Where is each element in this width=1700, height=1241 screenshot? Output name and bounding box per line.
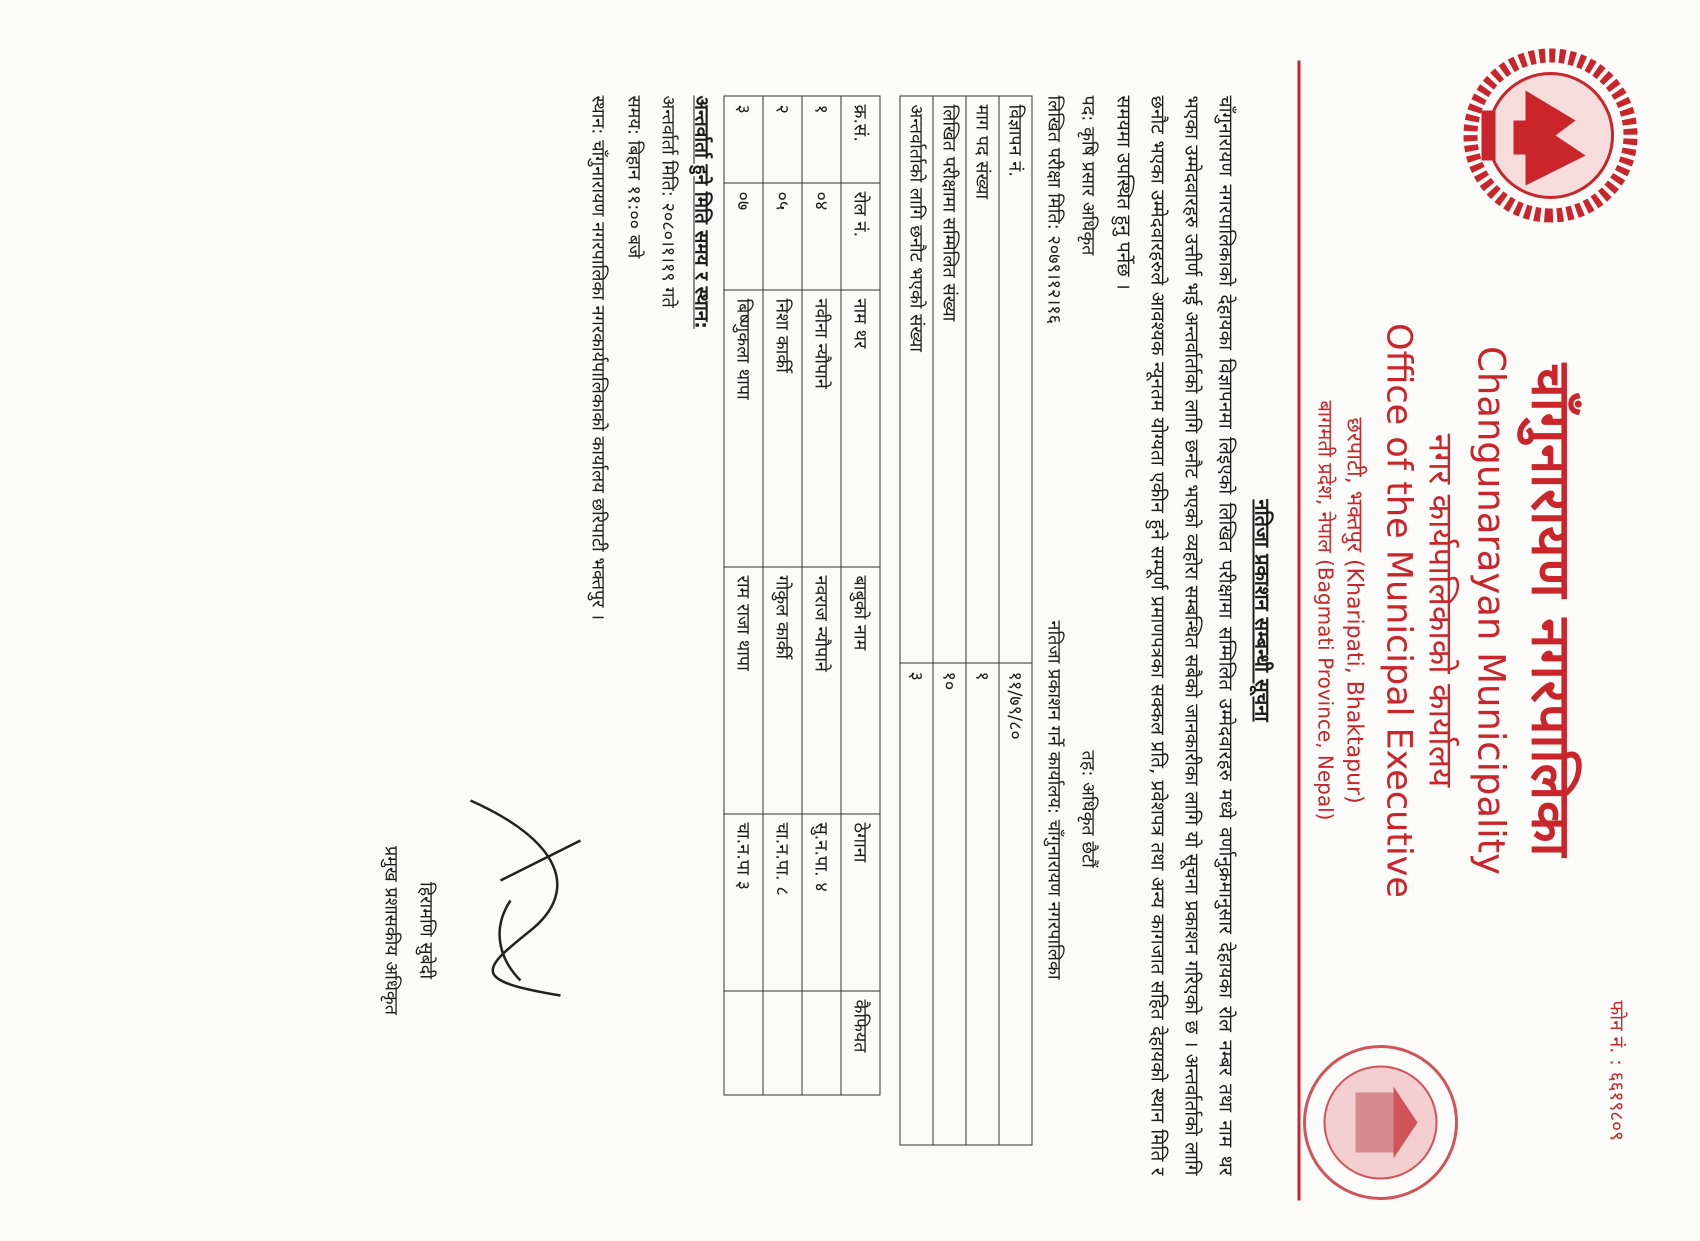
table-row <box>933 96 966 1145</box>
interview-date: अन्तर्वार्ता मिति: २०८०।१।१९ गते <box>657 95 678 308</box>
signature-icon <box>440 780 620 1020</box>
info-label: माग पद संख्या <box>966 96 999 663</box>
header-divider <box>1297 60 1300 1200</box>
cell-address: सु.न.पा. ४ <box>802 814 841 991</box>
signer-name: हिरामणि सुबेदी <box>415 881 436 979</box>
phone-number: फोन नं. : ६६१९८०९ <box>1605 1000 1627 1141</box>
cell-remarks <box>724 991 763 1095</box>
office-stamp-icon <box>1295 1040 1465 1205</box>
info-label: अन्तर्वार्ताको लागि छनौट भएको संख्या <box>900 96 933 663</box>
info-label: लिखित परीक्षामा सम्मिलित संख्या <box>933 96 966 663</box>
cell-remarks <box>763 991 802 1095</box>
exam-date: लिखित परीक्षा मिति: २०७९।१२।१६ <box>1043 95 1064 324</box>
col-header-roll: रोल नं. <box>841 183 880 290</box>
table-header-row <box>841 96 880 1095</box>
col-header-address: ठेगाना <box>841 814 880 991</box>
address-line-1: छरपाटी, भक्तपुर (Kharipati, Bhaktapur) <box>1341 416 1366 804</box>
table-row <box>966 96 999 1145</box>
col-header-father: बाबुको नाम <box>841 567 880 814</box>
cell-remarks <box>802 991 841 1095</box>
table-row <box>802 96 841 1095</box>
info-value: ११/७९/८० <box>999 663 1032 1145</box>
result-office: नतिजा प्रकाशन गर्ने कार्यालय: चाँगुनारायण नगरपालिका <box>1043 620 1064 979</box>
cell-father: गोकुल कार्की <box>763 567 802 814</box>
info-value: ३ <box>900 663 933 1145</box>
cell-father: नवराज न्यौपाने <box>802 567 841 814</box>
cell-name: नवीना न्यौपाने <box>802 290 841 567</box>
cell-address: चा.न.पा. ८ <box>763 814 802 991</box>
info-label: विज्ञापन नं. <box>999 96 1032 663</box>
info-value: १० <box>933 663 966 1145</box>
notice-title: नतिजा प्रकाशन सम्बन्धी सूचना <box>1250 498 1274 722</box>
cell-roll: ०५ <box>763 183 802 290</box>
interview-heading: अन्तर्वार्ता हुने मिति समय र स्थान: <box>690 95 712 329</box>
cell-sn: ३ <box>724 96 763 183</box>
cell-name: निशा कार्की <box>763 290 802 567</box>
col-header-name: नाम थर <box>841 290 880 567</box>
info-value: १ <box>966 663 999 1145</box>
level-label: तह: अधिकृत छैटौं <box>1077 750 1098 868</box>
table-row <box>763 96 802 1095</box>
municipality-title: चाँगुनारायण नगरपालिका <box>1519 362 1582 858</box>
table-row <box>900 96 933 1145</box>
cell-sn: १ <box>802 96 841 183</box>
cell-sn: २ <box>763 96 802 183</box>
table-row <box>724 96 763 1095</box>
interview-place: स्थान: चाँगुनारायण नगरपालिका नगरकार्यपालिकाको कार्यालय छरिपाटी भक्तपुर । <box>587 95 608 620</box>
municipality-name-en: Changunarayan Municipality <box>1469 345 1512 875</box>
col-header-remarks: कैफियत <box>841 991 880 1095</box>
col-header-sn: क्र.सं. <box>841 96 880 183</box>
candidates-table <box>723 95 880 1095</box>
notice-body: चाँगुनारायण नगरपालिकाको देहायका विज्ञापनमा लिइएको लिखित परीक्षामा सम्मिलित उम्मेदवारहरु मध्ये वर्णानुक्रमानुसार देहायका रोल नम्बर तथा नाम थर भएका उम्मेदवारहरु उत्तीर्ण भई अन्तर्वार्ताको लागि छनौट भएको व्यहोरा सम्बन्धित सबैको जानकारीका लागि यो सूचना प्रकाशन गरिएको छ । अन्तर्वार्ताको लागि छनौट भएका उम्मेदवारहरुले आवश्यक न्यूनतम योग्यता एकीन हुने सम्पूर्ण प्रमाणपत्रका सक्कल प्रति, प्रवेशपत्र तथा अन्य कागजात सहित देहायको स्थान मिति र समयमा उपस्थित हुनु पर्नेछ । <box>1112 95 1236 1175</box>
cell-address: चा.न.पा ३ <box>724 814 763 991</box>
signer-title: प्रमुख प्रशासकीय अधिकृत <box>380 845 401 1015</box>
office-name-np: नगर कार्यपालिकाको कार्यालय <box>1421 433 1460 787</box>
office-name-en: Office of the Municipal Executive <box>1378 322 1418 898</box>
post-label: पद: कृषि प्रसार अधिकृत <box>1077 95 1098 255</box>
table-row <box>999 96 1032 1145</box>
vacancy-info-table <box>899 95 1032 1145</box>
cell-roll: ०७ <box>724 183 763 290</box>
address-line-2: बागमती प्रदेश, नेपाल (Bagmati Province, Nepal) <box>1313 400 1337 820</box>
cell-father: राम राजा थापा <box>724 567 763 814</box>
cell-roll: ०४ <box>802 183 841 290</box>
cell-name: बिष्णुकला थापा <box>724 290 763 567</box>
interview-time: समय: बिहान ११:०० बजे <box>623 95 644 258</box>
